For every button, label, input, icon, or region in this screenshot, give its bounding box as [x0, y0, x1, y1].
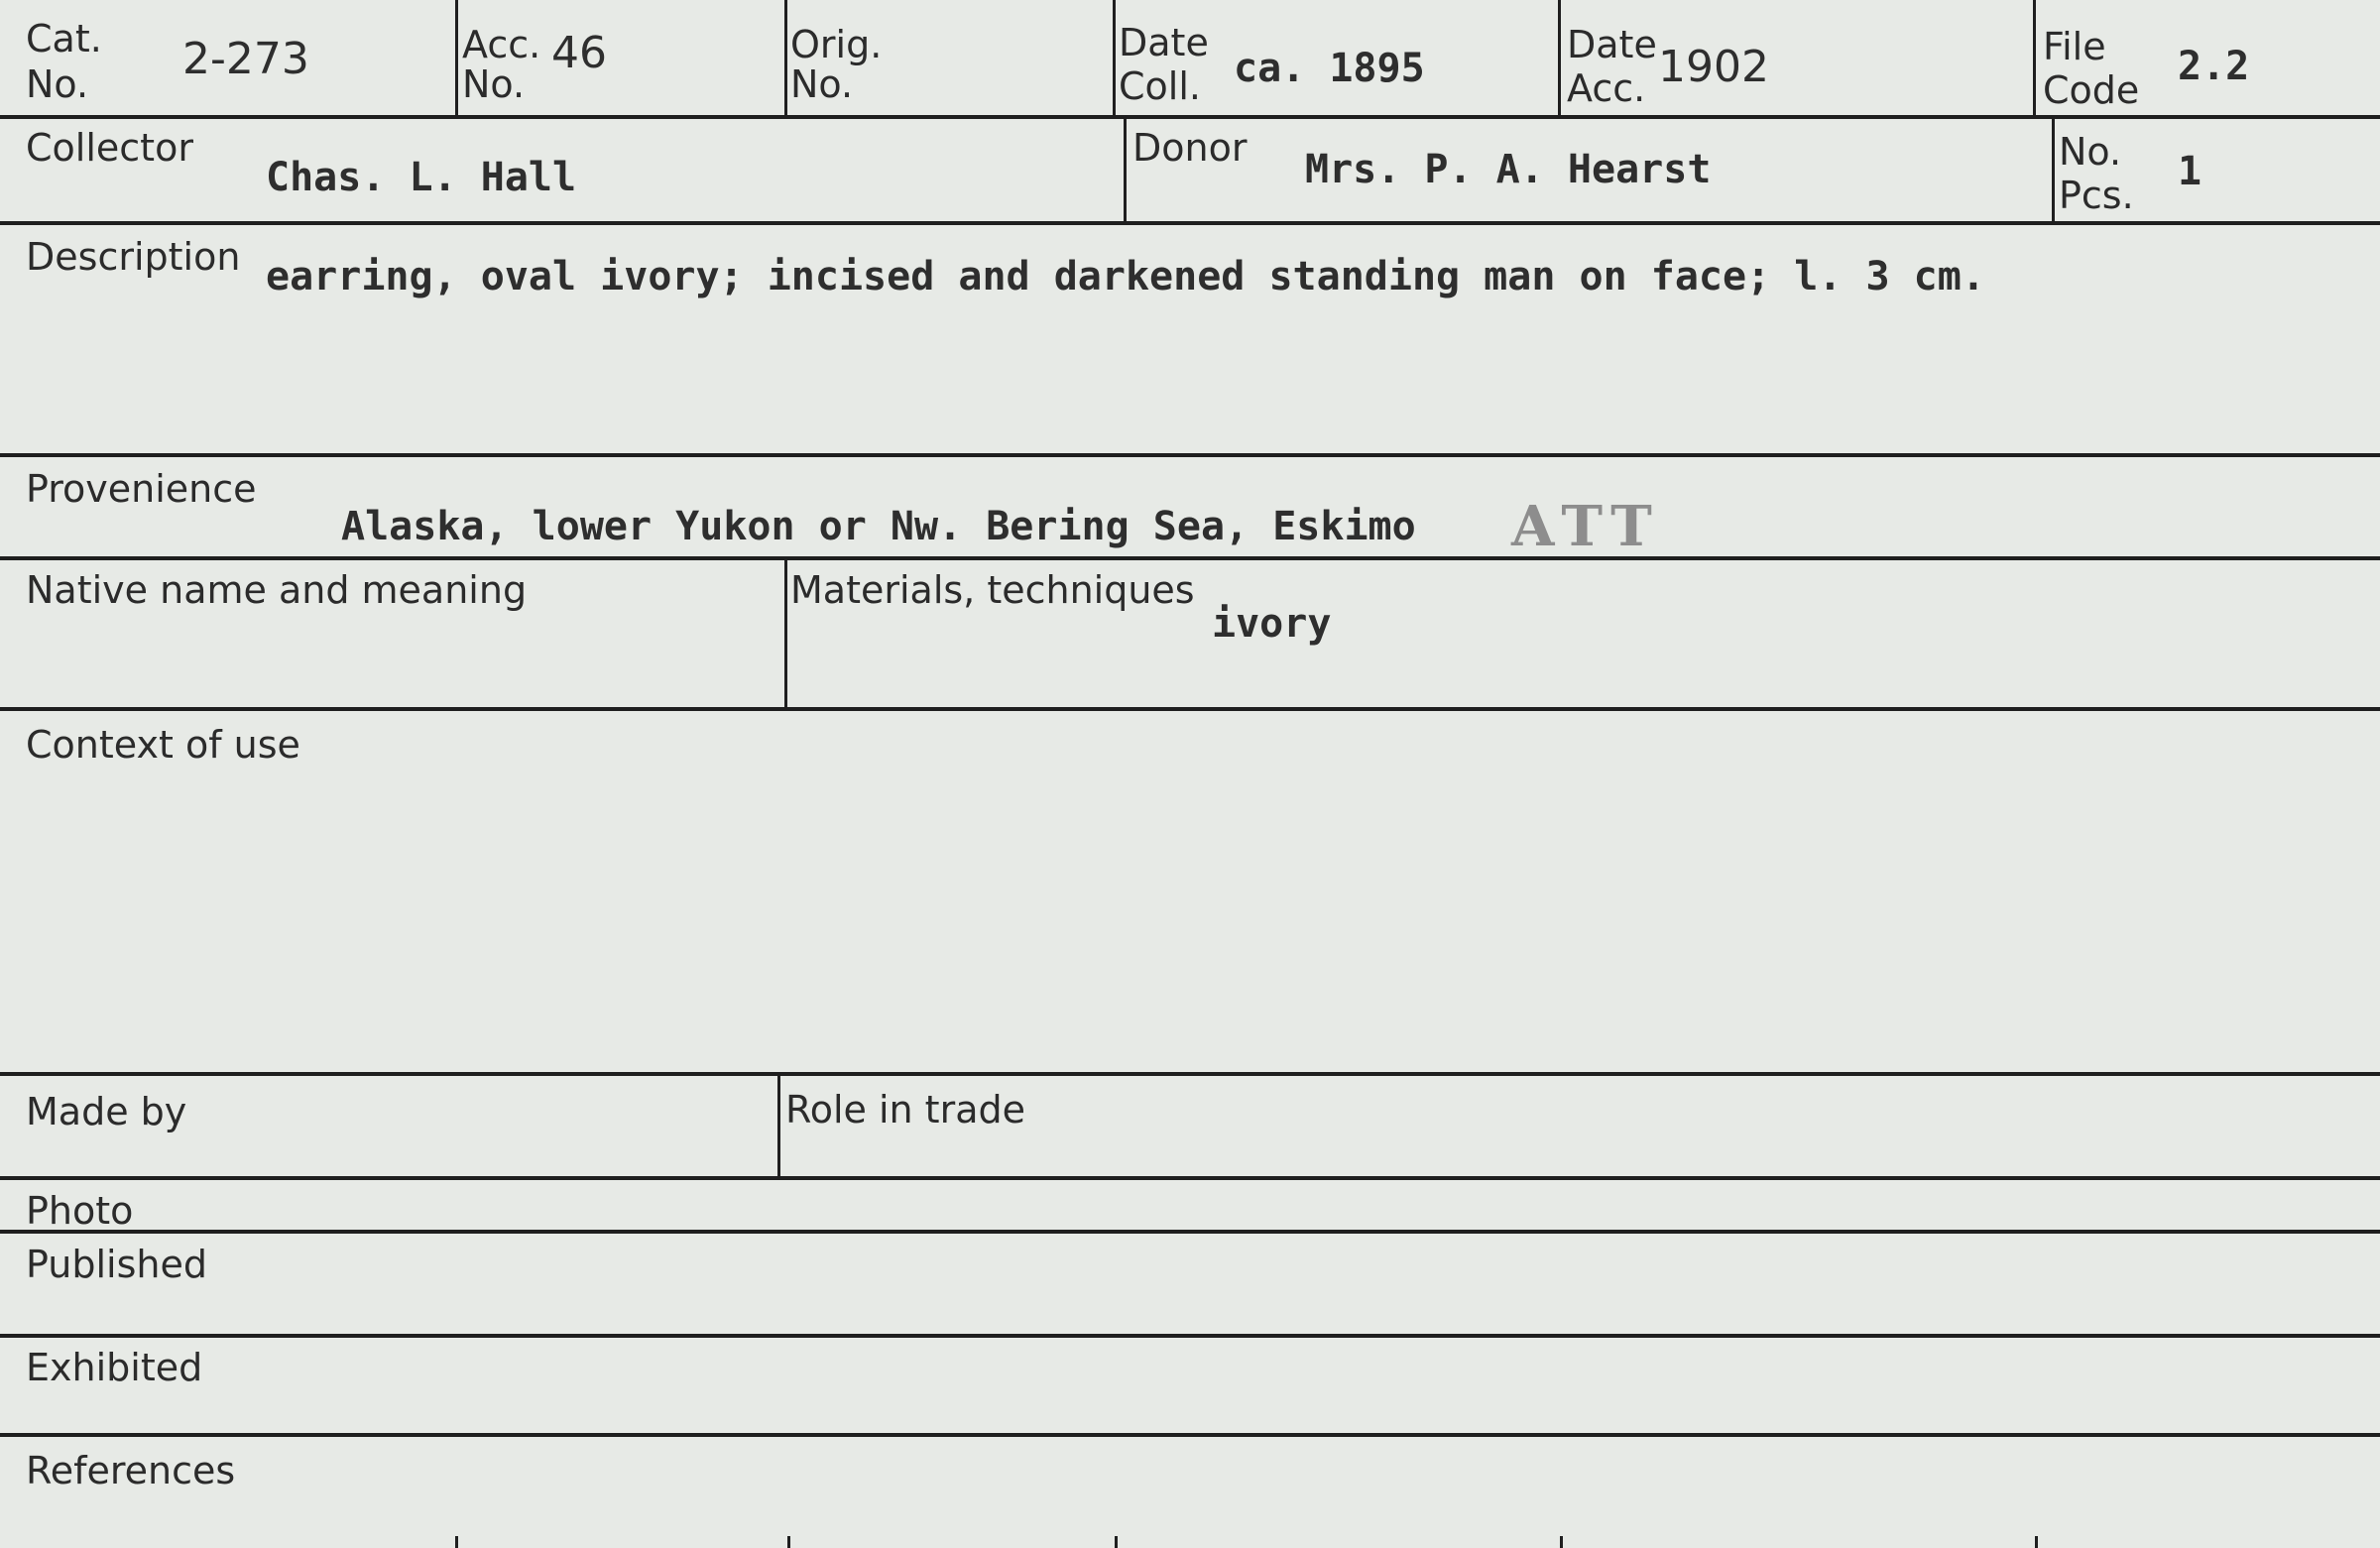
rule-collector-bottom [0, 221, 2380, 225]
collector-label: Collector [26, 126, 193, 170]
rule-v-madeby-role [777, 1074, 780, 1178]
rule-v-collector-donor [1124, 117, 1127, 223]
rule-photo-bottom [0, 1230, 2380, 1234]
materials-label: Materials, techniques [790, 568, 1195, 612]
role-in-trade-label: Role in trade [785, 1088, 1025, 1131]
no-pcs-label-line1: No. [2059, 130, 2122, 174]
materials-value: ivory [1212, 601, 1332, 647]
date-coll-value-prefix [1234, 46, 1425, 91]
provenience-label: Provenience [26, 467, 257, 511]
references-label: References [26, 1449, 236, 1492]
cat-no-label-line1: Cat. [26, 17, 102, 60]
exhibited-label: Exhibited [26, 1346, 203, 1389]
tick-bottom-2 [787, 1536, 790, 1548]
provenience-value: Alaska, lower Yukon or Nw. Bering Sea, Eskimo [341, 504, 1416, 549]
date-coll-label-line2: Coll. [1119, 64, 1201, 108]
rule-v-dateacc-file [2033, 0, 2036, 117]
rule-v-donor-pcs [2052, 117, 2055, 223]
native-name-label: Native name and meaning [26, 568, 528, 612]
file-code-value: 2.2 [2178, 44, 2250, 89]
date-coll-label-line1: Date [1119, 21, 1209, 64]
file-code-label-line2: Code [2043, 68, 2140, 112]
tick-bottom-5 [2035, 1536, 2038, 1548]
tick-bottom-3 [1115, 1536, 1118, 1548]
rule-description-bottom [0, 453, 2380, 457]
no-pcs-value: 1 [2178, 149, 2202, 194]
description-label: Description [26, 235, 241, 279]
published-label: Published [26, 1243, 207, 1286]
tick-bottom-1 [455, 1536, 458, 1548]
description-value: earring, oval ivory; incised and darkened standing man on face; l. 3 cm. [266, 254, 1985, 299]
tick-bottom-4 [1560, 1536, 1563, 1548]
donor-label: Donor [1132, 126, 1248, 170]
cat-no-label-line2: No. [26, 62, 89, 106]
acc-no-value: 46 [551, 28, 607, 78]
rule-v-orig-datecoll [1113, 0, 1116, 117]
rule-madeby-bottom [0, 1176, 2380, 1180]
made-by-label: Made by [26, 1090, 187, 1133]
cat-no-value: 2-273 [182, 34, 309, 84]
rule-v-cat-acc [455, 0, 458, 117]
rule-header-bottom [0, 115, 2380, 119]
context-of-use-label: Context of use [26, 723, 300, 767]
att-stamp: ATT [1511, 494, 1662, 559]
rule-v-acc-orig [784, 0, 787, 117]
photo-label: Photo [26, 1189, 134, 1233]
acc-no-label-line2: No. [462, 62, 526, 106]
file-code-label-line1: File [2043, 25, 2106, 68]
date-acc-label-line1: Date [1567, 23, 1657, 66]
date-acc-label-line2: Acc. [1567, 66, 1646, 110]
no-pcs-label-line2: Pcs. [2059, 174, 2134, 217]
date-coll-value: ca. 1895 [1234, 46, 1425, 91]
orig-no-label-line1: Orig. [790, 23, 883, 66]
date-acc-value: 1902 [1658, 42, 1769, 92]
rule-exhibited-bottom [0, 1433, 2380, 1437]
collector-value: Chas. L. Hall [266, 155, 577, 200]
orig-no-label-line2: No. [790, 62, 854, 106]
rule-v-datecoll-dateacc [1558, 0, 1561, 117]
donor-value: Mrs. P. A. Hearst [1305, 147, 1712, 192]
acc-no-label-line1: Acc. [462, 23, 541, 66]
rule-materials-bottom [0, 707, 2380, 711]
rule-context-bottom [0, 1072, 2380, 1076]
rule-published-bottom [0, 1334, 2380, 1338]
rule-v-native-materials [784, 558, 787, 709]
rule-provenience-bottom [0, 556, 2380, 560]
